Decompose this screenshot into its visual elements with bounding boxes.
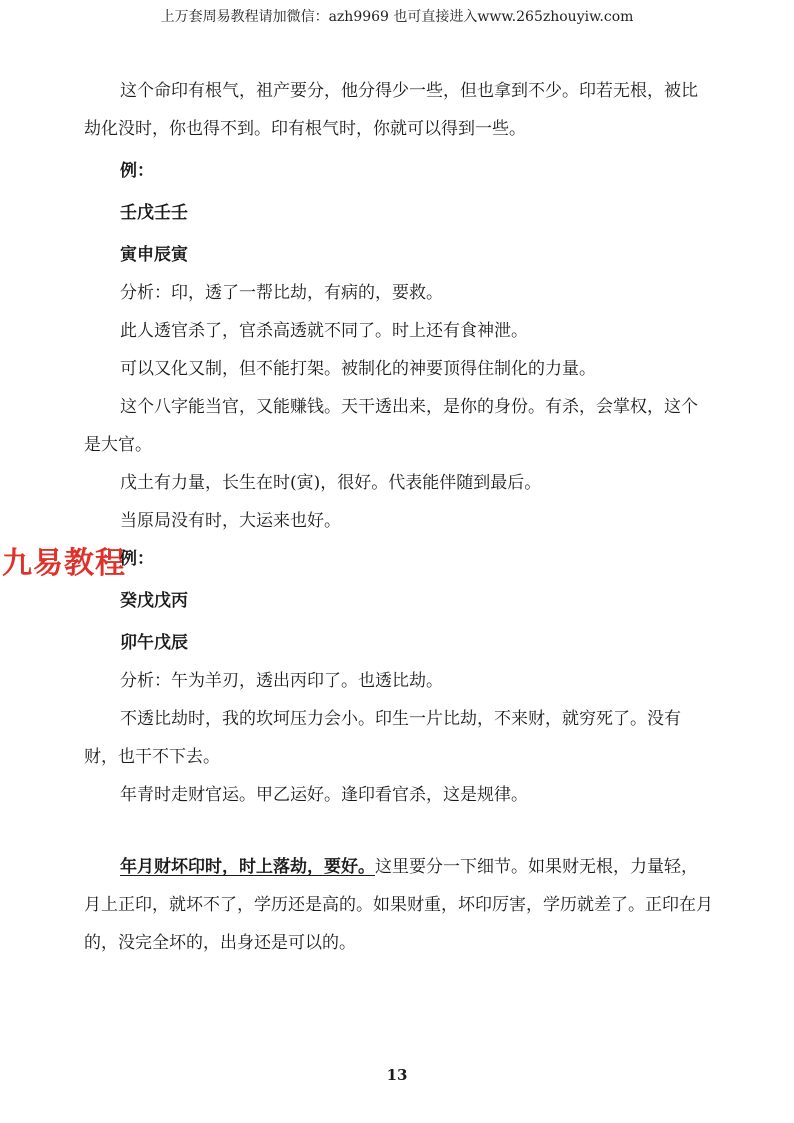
analysis-line: 不透比劫时，我的坎坷压力会小。印生一片比劫，不来财，就穷死了。没有财，也干不下去。 — [84, 709, 681, 767]
paragraph — [84, 848, 714, 962]
analysis-line: 分析：印，透了一帮比劫，有病的，要救。 — [120, 283, 443, 303]
bazi-branches: 卯午戊辰 — [120, 633, 188, 653]
analysis-line: 可以又化又制，但不能打架。被制化的神要顶得住制化的力量。 — [120, 359, 596, 379]
bazi-branches: 寅申辰寅 — [120, 245, 188, 265]
bazi-stems: 壬戊壬壬 — [120, 203, 188, 223]
document-body — [84, 72, 714, 962]
example-label: 例： — [120, 549, 154, 569]
bazi-stems: 癸戊戊丙 — [120, 591, 188, 611]
analysis-line: 这个八字能当官，又能赚钱。天干透出来，是你的身份。有杀，会掌权，这个是大官。 — [84, 397, 698, 455]
analysis-line: 此人透官杀了，官杀高透就不同了。时上还有食神泄。 — [120, 321, 528, 341]
analysis-line: 分析：午为羊刃，透出丙印了。也透比劫。 — [120, 671, 443, 691]
page-number: 13 — [386, 1066, 408, 1084]
watermark-logo: 九易教程 — [2, 546, 126, 581]
paragraph-text: 这里要分一下细节。如果财无根，力量轻，月上正印，就坏不了，学历还是高的。如果财重，坏印厉害，学历就差了。正印在月的，没完全坏的，出身还是可以的。 — [84, 857, 713, 953]
page-header: 上万套周易教程请加微信：azh9969 也可直接进入www.265zhouyiw.com — [160, 9, 634, 25]
emphasis-rule: 年月财坏印时，时上落劫，要好。 — [120, 857, 375, 877]
analysis-line: 当原局没有时，大运来也好。 — [120, 511, 341, 531]
paragraph: 这个命印有根气，祖产要分，他分得少一些，但也拿到不少。印若无根，被比劫化没时，你也得不到。印有根气时，你就可以得到一些。 — [84, 81, 698, 139]
analysis-line: 年青时走财官运。甲乙运好。逢印看官杀，这是规律。 — [120, 785, 528, 805]
example-label: 例： — [120, 161, 154, 181]
analysis-line: 戊土有力量，长生在时(寅)，很好。代表能伴随到最后。 — [120, 473, 542, 493]
